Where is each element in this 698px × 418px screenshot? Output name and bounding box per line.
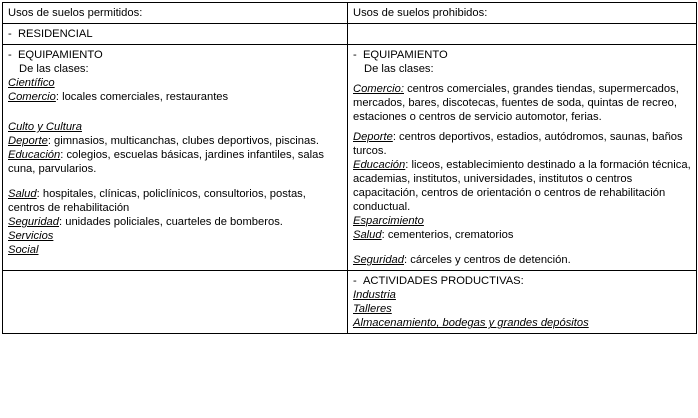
residential-label: RESIDENCIAL: [17, 28, 93, 41]
prohibited-class-salud-detail: : cementerios, crematorios: [381, 229, 514, 242]
cell-prohibited-productive: [348, 271, 697, 334]
permitted-class-salud-term: Salud: [8, 188, 37, 201]
column-header-permitted-uses: Usos de suelos permitidos:: [3, 3, 348, 24]
permitted-equipment-dash: -: [8, 49, 12, 62]
permitted-class-seguridad-term: Seguridad: [8, 216, 60, 229]
permitted-class-salud-detail: : hospitales, clínicas, policlínicos, consultorios, postas, centros de rehabilitación: [8, 188, 306, 215]
prohibited-productive-dash: -: [353, 275, 357, 288]
prohibited-productive-talleres: Talleres: [353, 303, 392, 316]
permitted-class-comercio-term: Comercio: [8, 91, 56, 104]
prohibited-class-seguridad-detail: : cárceles y centros de detención.: [404, 254, 571, 267]
permitted-class-educacion-term: Educación: [8, 149, 61, 162]
permitted-class-comercio-detail: : locales comerciales, restaurantes: [55, 91, 229, 104]
permitted-equipment-label: EQUIPAMIENTO: [17, 49, 103, 62]
land-use-table: [2, 2, 697, 334]
residential-dash: -: [8, 28, 12, 41]
cell-prohibited-equipment: [348, 45, 697, 271]
column-header-prohibited-uses: Usos de suelos prohibidos:: [348, 3, 697, 24]
spacer-5: [353, 242, 691, 253]
prohibited-equipment-subtitle: De las clases:: [364, 63, 434, 76]
permitted-class-deporte-detail: : gimnasios, multicanchas, clubes deportivos, piscinas.: [47, 135, 319, 148]
permitted-class-cientifico-term: Científico: [8, 77, 55, 90]
prohibited-productive-industria: Industria: [353, 289, 396, 302]
table-row-residential: [3, 24, 697, 45]
prohibited-class-esparcimiento-term: Esparcimiento: [353, 215, 424, 228]
prohibited-class-salud-term: Salud: [353, 229, 382, 242]
prohibited-productive-almacenamiento: Almacenamiento, bodegas y grandes depósitos: [353, 317, 589, 330]
cell-permitted-residential: [3, 24, 348, 45]
spacer-1: [8, 104, 342, 120]
prohibited-equipment-dash: -: [353, 49, 357, 62]
prohibited-class-deporte-term: Deporte: [353, 131, 393, 144]
prohibited-class-educacion-term: Educación: [353, 159, 406, 172]
permitted-class-social-term: Social: [8, 244, 39, 257]
prohibited-class-deporte-detail: : centros deportivos, estadios, autódromos, saunas, baños turcos.: [353, 131, 683, 158]
prohibited-class-comercio-detail: centros comerciales, grandes tiendas, supermercados, mercados, bares, discotecas, fuentes de soda, quintas de recreo, estaciones o centros de servicio automotor, ferias.: [353, 83, 679, 124]
prohibited-class-educacion-detail: : liceos, establecimiento destinado a la formación técnica, academias, institutos, universidades, institutos o centros capacitación, centros de orientación o centros de rehabilitación conductual.: [353, 159, 691, 214]
spacer-2: [8, 176, 342, 187]
permitted-class-deporte-term: Deporte: [8, 135, 48, 148]
table-header-row: [3, 3, 697, 24]
document-page: [0, 2, 698, 418]
table-row-productive-activities: [3, 271, 697, 334]
cell-prohibited-empty: [348, 24, 697, 45]
prohibited-class-seguridad-term: Seguridad: [353, 254, 405, 267]
permitted-equipment-subtitle: De las clases:: [19, 63, 89, 76]
prohibited-equipment-label: EQUIPAMIENTO: [362, 49, 448, 62]
permitted-class-servicios-term: Servicios: [8, 230, 54, 243]
permitted-class-culto-cultura-term: Culto y Cultura: [8, 121, 82, 134]
prohibited-productive-label: ACTIVIDADES PRODUCTIVAS:: [362, 275, 524, 288]
cell-permitted-productive-empty: [3, 271, 348, 334]
cell-permitted-equipment: [3, 45, 348, 271]
prohibited-class-comercio-term: Comercio:: [353, 83, 404, 96]
table-row-equipment: [3, 45, 697, 271]
permitted-class-educacion-detail: : colegios, escuelas básicas, jardines infantiles, salas cuna, parvularios.: [8, 149, 324, 176]
permitted-class-seguridad-detail: : unidades policiales, cuarteles de bomberos.: [59, 216, 283, 229]
